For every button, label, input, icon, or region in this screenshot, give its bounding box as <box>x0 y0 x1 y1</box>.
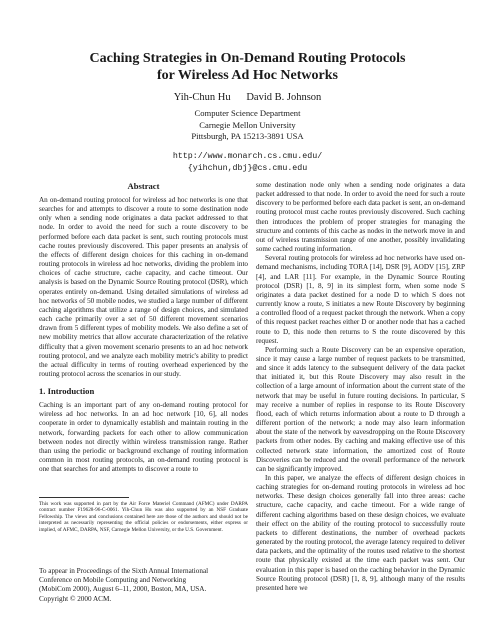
affiliation-dept: Computer Science Department <box>194 108 301 118</box>
publication-line-1: To appear in Proceedings of the Sixth Annual International <box>39 567 209 575</box>
project-url[interactable]: http://www.monarch.cs.cmu.edu/ <box>172 152 323 161</box>
paper-title <box>0 50 495 84</box>
contact-block <box>0 151 495 174</box>
title-line-1: Caching Strategies in On-Demand Routing Protocols <box>89 51 406 66</box>
intro-paragraph-4: In this paper, we analyze the effects of different design choices in caching strategies for on-demand routing protocols in wireless ad hoc networks. These design choices generally fall into three areas: cache structure, cache capacity, and cache timeout. For a wide range of different caching algorithms based on these design choices, we evaluate their effect on the ability of the routing protocol to successfully route packets to different destinations, the number of overhead packets generated by the routing protocol, the average latency required to deliver data packets, and the optimality of the routes used relative to the shortest route that physically existed at the time each packet was sent. Our evaluation in this paper is based on the caching behavior in the Dynamic Source Routing protocol (DSR) [1, 8, 9], although many of the results presented here we <box>256 474 465 592</box>
publication-line-2: Conference on Mobile Computing and Networking <box>39 576 187 585</box>
author-list: Yih-Chun Hu David B. Johnson <box>173 92 322 103</box>
publication-line-3: (MobiCom 2000), August 6–11, 2000, Boston, MA, USA. <box>39 585 207 594</box>
copyright-line: Copyright © 2000 ACM. <box>39 594 112 603</box>
affiliation-univ: Carnegie Mellon University <box>199 119 296 130</box>
intro-paragraph-3: Performing such a Route Discovery can be an expensive operation, since it may cause a large number of request packets to be transmitted, and since it adds latency to the subsequent delivery of the data packet that initiated it, but this Route Discovery may also result in the collection of a large amount of information about the current state of the network that may be useful in future routing decisions. In particular, S may receive a number of replies in response to its Route Discovery flood, each of which returns information about a route to D through a different portion of the network; a node may also learn information about the state of the network by eavesdropping on the Route Discovery packets from other nodes. By caching and making effective use of this collected network state information, the amortized cost of Route Discoveries can be reduced and the overall performance of the network can be significantly improved. <box>256 345 465 473</box>
affiliation-address: Pittsburgh, PA 15213-3891 USA <box>191 131 304 141</box>
intro-heading: 1. Introduction <box>39 386 95 397</box>
abstract-heading: Abstract <box>127 181 160 191</box>
affiliation <box>0 108 495 143</box>
right-column <box>256 181 465 593</box>
footnote-rule <box>39 497 129 498</box>
author-emails[interactable]: {yihchun,dbj}@cs.cmu.edu <box>187 163 308 173</box>
abstract-text: An on-demand routing protocol for wireless ad hoc networks is one that searches for and attempts to discover a route to some destination node only when a sending node originates a data packet addressed to that node. In order to avoid the need for such a route discovery to be performed before each data packet is sent, such routing protocols must cache routes previously discovered. This paper presents an analysis of the effects of different design choices for this caching in on-demand routing protocols in wireless ad hoc networks, dividing the problem into choices of cache structure, cache capacity, and cache timeout. Our analysis is based on the Dynamic Source Routing protocol (DSR), which operates entirely on-demand. Using detailed simulations of wireless ad hoc networks of 50 mobile nodes, we studied a large number of different caching algorithms that utilize a range of design choices, and simulated each cache primarily over a set of 50 different movement scenarios drawn from 5 different types of mobility models. We also define a set of new mobility metrics that allow accurate characterization of the relative difficulty that a given movement scenario presents to an ad hoc network routing protocol, and we analyze each mobility metric's ability to predict the actual difficulty in terms of routing overhead experienced by the routing protocol across the scenarios in our study. <box>39 196 248 378</box>
intro-paragraph-1: Caching is an important part of any on-demand routing protocol for wireless ad hoc networks. In an ad hoc network [10, 6], all nodes cooperate in order to dynamically establish and maintain routing in the network, forwarding packets for each other to allow communication between nodes not directly within wireless transmission range. Rather than using the periodic or background exchange of routing information common in most routing protocols, an on-demand routing protocol is one that searches for and attempts to discover a route to <box>39 401 248 474</box>
footnote-text: This work was supported in part by the Air Force Materiel Command (AFMC) under DARPA contract number F19628-96-C-0061. Yih-Chun Hu was also supported by an NSF Graduate Fellowship. The views and conclusions contained here are those of the authors and should not be interpreted as necessarily representing the official policies or endorsements, either express or implied, of AFMC, DARPA, NSF, Carnegie Mellon University, or the U.S. Government. <box>39 501 248 533</box>
funding-footnote <box>39 497 248 533</box>
title-line-2: for Wireless Ad Hoc Networks <box>157 68 338 83</box>
intro-paragraph-2: Several routing protocols for wireless ad hoc networks have used on-demand mechanisms, including TORA [14], DSR [9], AODV [15], ZRP [4], and LAR [11]. For example, in the Dynamic Source Routing protocol (DSR) [1, 8, 9] in its simplest form, when some node S originates a data packet destined for a node D to which S does not currently know a route, S initiates a new Route Discovery by beginning a controlled flood of a request packet through the network. When a copy of this request packet reaches either D or another node that has a cached route to D, this node then returns to S the route discovered by this request. <box>256 254 465 345</box>
publication-note <box>39 567 254 604</box>
intro-paragraph-1-continued: some destination node only when a sending node originates a data packet addressed to that node. In order to avoid the need for such a route discovery to be performed before each data packet is sent, an on-demand routing protocol must cache routes previously discovered. Such caching then introduces the problem of proper strategies for managing the structure and contents of this cache as nodes in the network move in and out of wireless transmission range of one another, possibly invalidating some cached routing information. <box>256 181 465 254</box>
left-column <box>39 181 248 474</box>
